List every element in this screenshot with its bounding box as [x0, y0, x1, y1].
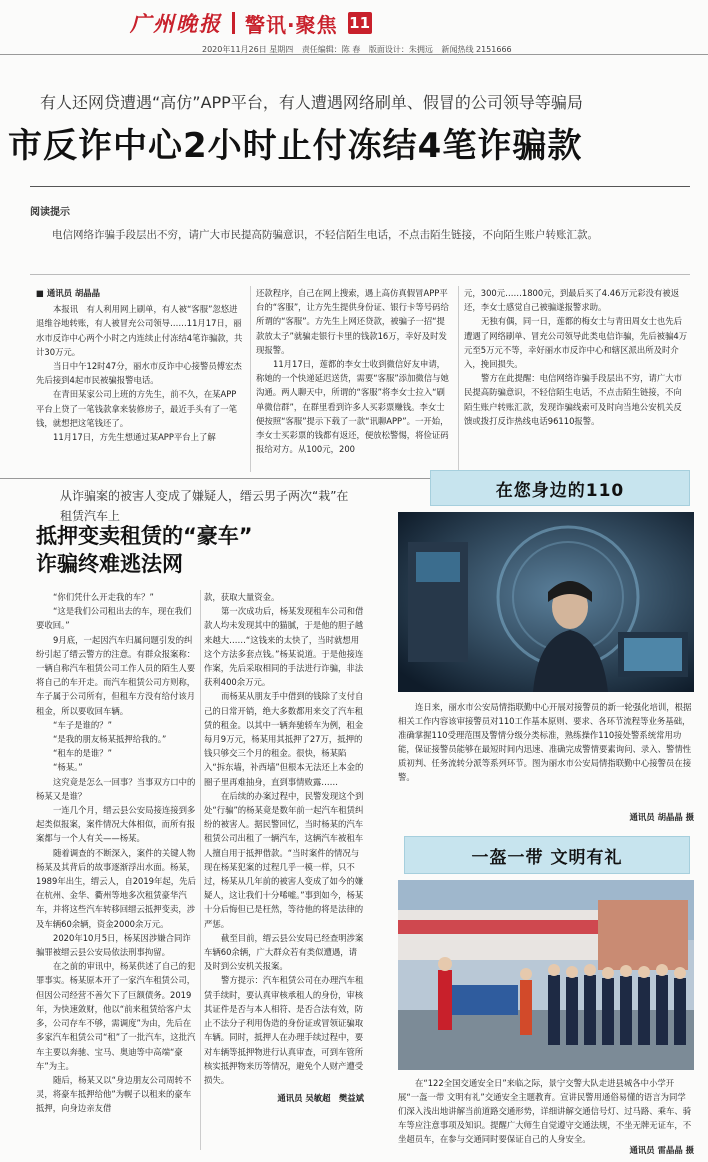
sidebar-helmet-caption: 在“122全国交通安全日”来临之际，景宁交警大队走进县城各中小学开展“一盔一带 文明有礼”交通安全主题教育。宣讲民警用通俗易懂的语言为同学们深入浅出地讲解当前道路交通形势，详细讲解交通信号灯、过马路、乘车、骑车等应注意事项及知识。提醒广大师生自觉遵守交通法规，不坐无牌无证车，不坐超员车，在参与交通同时要保证自己的人身安全。 [398, 1078, 692, 1144]
section-title: 警讯·聚焦 [245, 12, 338, 37]
paragraph: 无独有偶，同一日，莲都的梅女士与青田周女士也先后遭遇了网络刷单、冒充公司领导此类电信诈骗，先后被骗4万元至5万元不等，幸好丽水市反诈中心和辖区派出所及时介入，挽回损失。 [464, 316, 688, 370]
paragraph: “你们凭什么开走我的车？” [53, 592, 154, 602]
school-event-photo [398, 880, 694, 1070]
main-story-column-1 [36, 286, 244, 444]
paragraph: 这究竟是怎么一回事？当事双方口中的杨某又是谁？ [36, 776, 196, 801]
paragraph: 警方提示：汽车租赁公司在办理汽车租赁手续时，要认真审核承租人的身份，审核其证件是否与本人相符、是否合法有效，防止不法分子利用伪造的身份证或冒领证骗取车辆。同时，抵押人在办理手续过程中，要对车辆等抵押物进行认真审查，可到车管所核实抵押物来历等情况，避免个人财产遭受损失。 [204, 975, 364, 1085]
call-center-photo [398, 512, 694, 692]
main-story-headline: 市反诈中心2小时止付冻结4笔诈骗款 [8, 126, 583, 166]
paragraph: 当日中午12时47分，丽水市反诈中心接警员傅宏杰先后接到4起市民被骗报警电话。 [36, 361, 242, 386]
paragraph: “是我的朋友杨某抵押给我的。” [53, 734, 167, 745]
second-story-column-1 [36, 590, 196, 1116]
column-separator [458, 286, 459, 472]
traffic-safety-class-image [398, 880, 694, 1070]
second-story-byline: 通讯员 吴敏超 樊益斌 [277, 1093, 364, 1104]
paragraph: 截至目前，缙云县公安局已经查明涉案车辆60余辆，广大群众若有类似遭遇，请及时到公安机关报案。 [204, 932, 364, 972]
sidebar-110-credit: 通讯员 胡晶晶 摄 [629, 812, 694, 822]
paragraph: “租车的是谁？” [53, 748, 112, 759]
paragraph: “车子是谁的？” [53, 719, 112, 730]
paragraph: 第一次成功后，杨某发现租车公司和借款人均未发现其中的猫腻，于是他的胆子越来越大……“这钱来的太快了，当时就想用这个方法多套点钱。”杨某说道。于是他接连作案，先后采取相同的手法进行诈骗，非法获利400余万元。 [204, 606, 364, 688]
column-separator [250, 286, 251, 472]
paragraph: 款，获取大量资金。 [204, 592, 280, 602]
news-hotline: 新闻热线 2151666 [441, 45, 512, 54]
page-number-badge: 11 [349, 14, 371, 32]
paragraph: 11月17日，莲都的李女士收到微信好友申请，称她的一个快递延迟送货，需要“客服”添加微信与她沟通。两人聊天中，所谓的“客服”将李女士拉入“刷单微信群”，在群里看到许多人买彩票赚钱。李女士便按照“客服”提示下载了一款“讯聊APP”。一开始，李女士买彩票的钱都有返还，便放松警惕，将俭证码报给对方。从100元，200 [256, 359, 449, 455]
headline-line: 诈骗终难逃法网 [36, 552, 183, 576]
masthead-divider [232, 12, 235, 34]
layout-credit: 版面设计：朱拥远 [368, 45, 433, 54]
second-story-headline [36, 522, 286, 578]
operator-at-console-image [398, 512, 694, 692]
sidebar-helmet-credit: 通讯员 雷晶晶 摄 [629, 1145, 694, 1155]
top-rule [0, 54, 708, 55]
paragraph: 11月17日，方先生想通过某APP平台上了解 [53, 432, 216, 443]
second-story-column-2 [204, 590, 364, 1105]
paragraph: 随着调查的不断深入，案件的关键人物杨某及其背后的故事逐渐浮出水面。杨某，1989年出生，缙云人，自2019年起，先后在杭州、金华、衢州等地多次租赁豪华汽车，并将这些汽车转移回缙云抵押变卖，涉及车辆60余辆，资金2000余万元。 [36, 847, 196, 929]
paragraph: 9月底，一起因汽车归属问题引发的纠纷引起了缙云警方的注意。有群众报案称：一辆自称汽车租赁公司工作人员的陌生人要将自己的车开走。而汽车租赁公司方则称，车子属于公司所有，但租车方没有给付该月租金，所以要收回车辆。 [36, 634, 196, 716]
main-story-kicker: 有人还网贷遭遇“高仿”APP平台，有人遭遇网络刷单、假冒的公司领导等骗局 [40, 93, 583, 112]
sidebar-helmet-banner: 一盔一带 文明有礼 [404, 836, 690, 874]
second-story-kicker: 从诈骗案的被害人变成了嫌疑人，缙云男子两次“栽”在租赁汽车上 [60, 489, 349, 523]
paragraph: “杨某。” [53, 762, 83, 773]
issue-date: 2020年11月26日 星期四 [202, 45, 294, 54]
paragraph: 本报讯 有人利用网上刷单，有人被“客服”忽悠进退维谷地转账，有人被冒充公司领导……11月17日，丽水市反诈中心两个小时之内连续止付冻结4笔诈骗款，共计30万元。 [36, 304, 243, 357]
paragraph: 一连几个月，缙云县公安局接连接到多起类似报案，案件情况大体相似，而所有报案都与一个人有关——杨某。 [36, 805, 196, 844]
paragraph: 而杨某从朋友手中借到的钱除了支付自己的日常开销，绝大多数都用来交了汽车租赁的租金。以其中一辆奔驰轿车为例，租金每月9万元，杨某用其抵押了27万，抵押的钱只够交三个月的租金。很快，杨某陷入“拆东墙，补西墙”但根本无法还上本金的圈子里再难抽身，直到事情败露…… [204, 691, 364, 787]
reading-guide-title: 阅读提示 [30, 207, 70, 218]
paragraph: 警方在此提醒：电信网络诈骗手段层出不穷，请广大市民提高防骗意识，不轻信陌生电话，不点击陌生链接，不向陌生账户转账汇款，发现诈骗线索可及时向当地公安机关反馈或拨打反诈热线电话96110报警。 [464, 373, 682, 426]
paragraph: 在青田某家公司上班的方先生，前不久，在某APP平台上贷了一笔钱款拿来装修房子，最近手头有了一笔钱，就想把这笔钱还了。 [36, 389, 237, 428]
paragraph: 元，300元……1800元，到最后买了4.46万元彩没有被返还，李女士感觉自己被骗遂报警求助。 [464, 288, 680, 313]
sidebar-110-banner: 在您身边的110 [430, 470, 690, 506]
main-story-column-3 [464, 286, 690, 428]
editor-credit: 责任编辑：陈 春 [301, 45, 361, 54]
paragraph: 随后，杨某又以“身边朋友公司周转不灵，将豪车抵押给他”为幌子以租来的豪车抵押，向身边亲友借 [36, 1074, 192, 1114]
main-story-byline: ■ 通讯员 胡晶晶 [36, 288, 101, 298]
section-rule [0, 478, 430, 479]
paragraph: “这是我们公司租出去的车，现在我们要收回。” [36, 606, 192, 631]
guide-rule [30, 274, 690, 275]
masthead [130, 8, 372, 38]
main-story-column-2 [256, 286, 452, 456]
column-separator [200, 590, 201, 1150]
headline-rule [30, 186, 690, 187]
paragraph: 还款程序，自己在网上搜索，遇上高仿真假冒APP平台的“客服”，让方先生提供身份证、银行卡等号码给所谓的“客服”。方先生上网还贷款，被骗子一招“提款放太子”就骗走银行卡里的钱款16万，幸好及时发现报警。 [256, 288, 449, 355]
sidebar-110-caption: 连日来，丽水市公安局情指联勤中心开展对接警员的新一轮强化培训，根据相关工作内容该审接警员对110工作基本原则、要求、各环节流程等业务基础，准确掌握110受理范围及警情分级分类标准，熟练操作110接处警系统常用功能，保证接警员能够在最短时间内迅速、准确完成警情要素询问、录入、警情性质初判、任务流转分派等系列环节。图为丽水市公安局情指联勤中心接警员在接警。 [398, 702, 692, 782]
paragraph: 在之前的审讯中，杨某供述了自己的犯罪事实。杨某原本开了一家汽车租赁公司，但因公司经营不善欠下了巨额债务。2019年，为快速敛财，他以“前来租赁给客户太多，公司存车不够，需调度”为由，先后在多家汽车租赁公司“租”了一批汽车，这批汽车主要以奔驰、宝马、奥迪等中高端“豪车”为主。 [36, 961, 196, 1071]
paragraph: 2020年10月5日，杨某因涉嫌合同诈骗罪被缙云县公安局依法刑事拘留。 [36, 932, 191, 958]
headline-line: 抵押变卖租赁的“豪车” [36, 524, 253, 548]
newspaper-logo: 广州晚报 [130, 11, 222, 36]
reading-guide-text: 电信网络诈骗手段层出不穷，请广大市民提高防骗意识，不轻信陌生电话，不点击陌生链接，不向陌生账户转账汇款。 [52, 229, 598, 241]
paragraph: 在后续的办案过程中，民警发现这个到处“行骗”的杨某竟是数年前一起汽车租赁纠纷的被害人。据民警回忆，当时杨某的汽车租赁公司出租了一辆汽车，这辆汽车被租车人擅自用于抵押借款。“当时案件的情况与现在杨某犯案的过程几乎一模一样，只不过，杨某从几年前的被害人变成了如今的嫌疑人，这让我们十分唏嘘。”事到如今，杨某十分后悔但已是枉然，等待他的将是法律的严惩。 [204, 790, 364, 929]
